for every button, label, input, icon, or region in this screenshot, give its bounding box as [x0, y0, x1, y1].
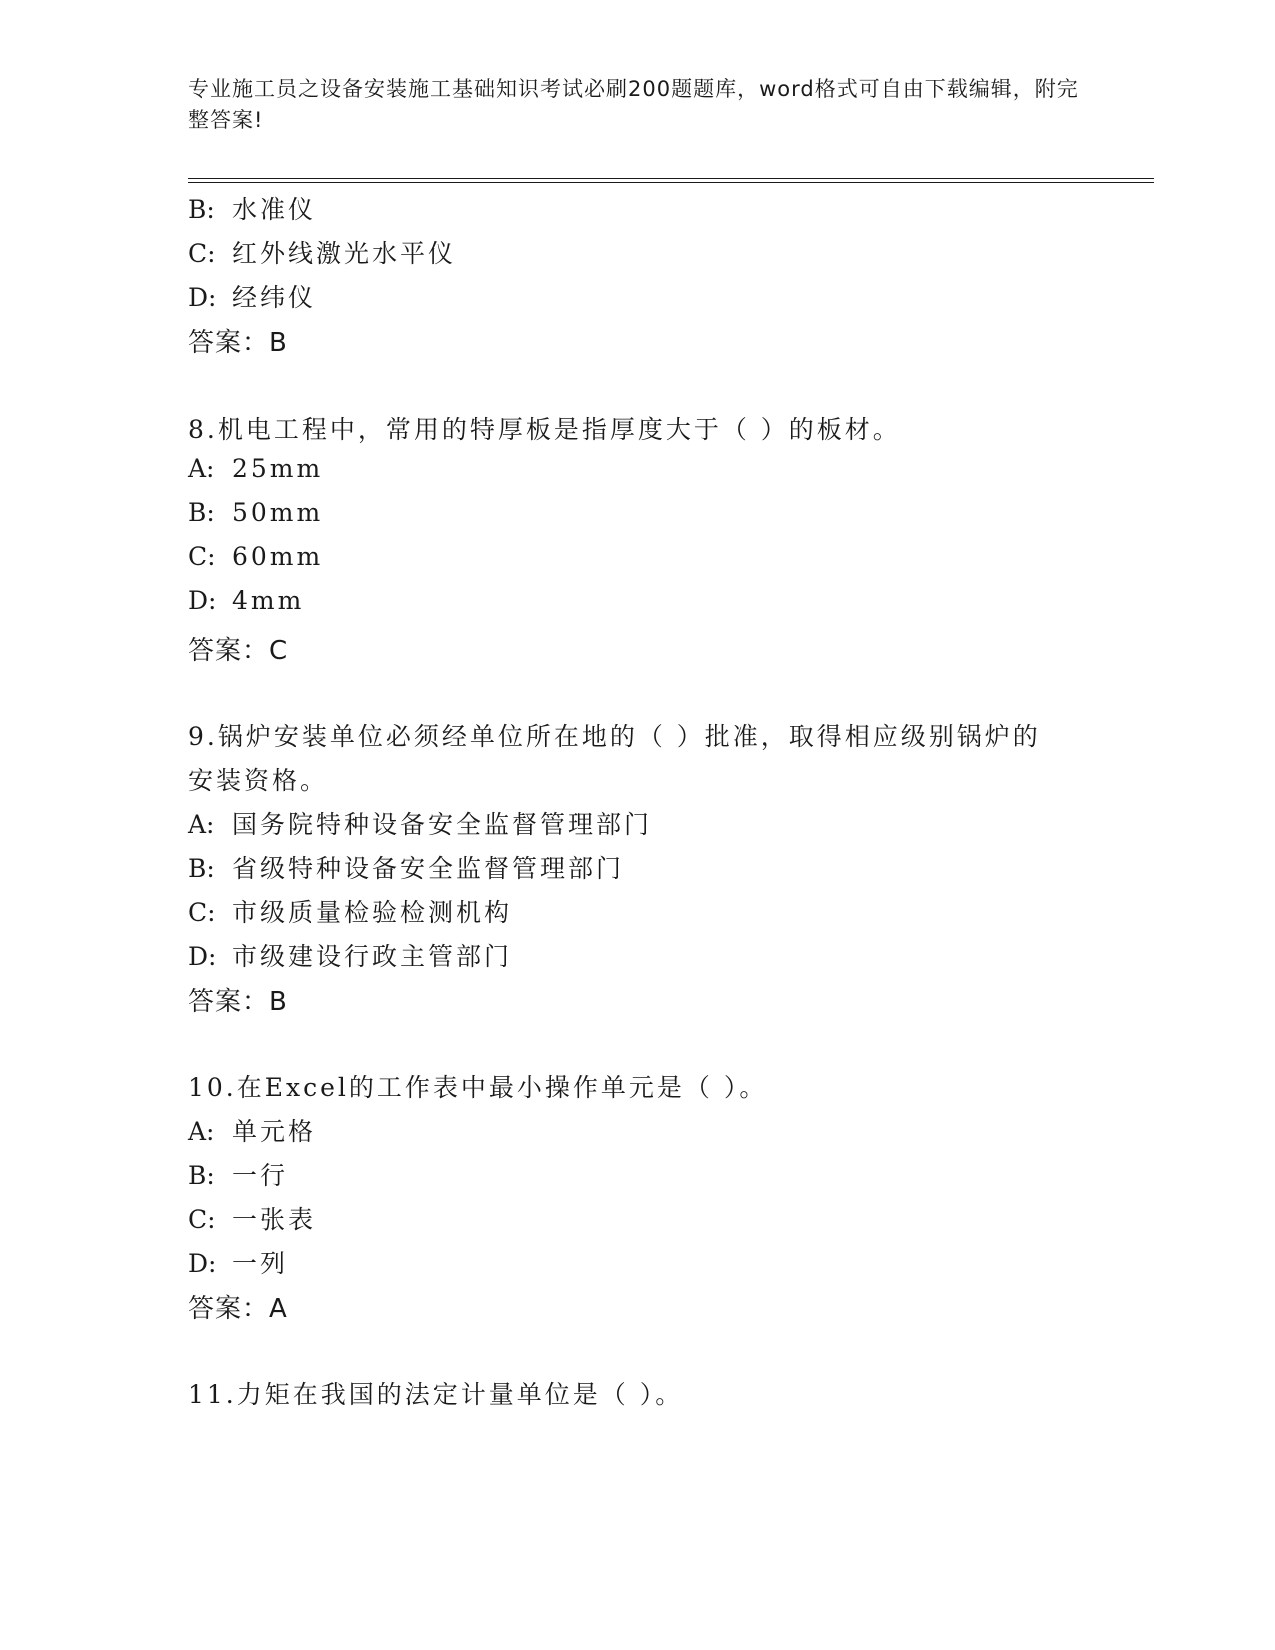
q7-option-d — [188, 278, 316, 314]
option-text: 单元格 — [232, 1117, 317, 1146]
q7-answer: 答案：B — [188, 328, 288, 358]
q9-option-c — [188, 893, 512, 929]
document-header — [188, 74, 1088, 136]
option-text: 市级质量检验检测机构 — [232, 898, 513, 927]
q10-option-b — [188, 1156, 288, 1192]
header-rule-bottom — [188, 182, 1154, 183]
q9-option-b — [188, 849, 624, 885]
option-text: 市级建设行政主管部门 — [232, 942, 513, 971]
q9-option-d — [188, 937, 512, 973]
q8-option-a — [188, 454, 323, 483]
option-letter: B: — [188, 854, 215, 883]
q8-option-c — [188, 542, 323, 571]
option-text: 经纬仪 — [232, 283, 317, 312]
q9-answer: 答案：B — [188, 987, 288, 1017]
header-title: 专业施工员之设备安装施工基础知识考试必刷200题题库，word格式可自由下载编辑，附完整答案! — [188, 77, 1079, 132]
option-text: 一行 — [232, 1161, 289, 1190]
q8-answer: 答案：C — [188, 636, 289, 666]
q7-option-b — [188, 190, 316, 226]
q10-answer: 答案：A — [188, 1294, 288, 1324]
option-text: 4mm — [232, 586, 305, 615]
option-text: 25mm — [232, 454, 324, 483]
q10-option-d — [188, 1244, 288, 1280]
option-text: 水准仪 — [232, 195, 317, 224]
option-letter: B: — [188, 498, 215, 527]
option-text: 60mm — [232, 542, 324, 571]
option-letter: A: — [188, 454, 215, 483]
q11-stem: 11.力矩在我国的法定计量单位是（ ）。 — [188, 1380, 684, 1409]
option-text: 一列 — [232, 1249, 289, 1278]
option-letter: A: — [188, 1117, 215, 1146]
option-text: 省级特种设备安全监督管理部门 — [232, 854, 625, 883]
option-letter: D: — [188, 283, 217, 312]
q9-stem-line2: 安装资格。 — [188, 766, 329, 795]
option-letter: A: — [188, 810, 215, 839]
option-text: 国务院特种设备安全监督管理部门 — [232, 810, 653, 839]
option-letter: B: — [188, 1161, 215, 1190]
q10-option-a — [188, 1112, 316, 1148]
q8-option-d — [188, 586, 304, 615]
option-text: 红外线激光水平仪 — [232, 239, 457, 268]
q9-option-a — [188, 805, 652, 841]
option-letter: C: — [188, 239, 216, 268]
q10-stem: 10.在Excel的工作表中最小操作单元是（ ）。 — [188, 1073, 768, 1102]
option-letter: C: — [188, 542, 216, 571]
option-text: 一张表 — [232, 1205, 317, 1234]
option-text: 50mm — [232, 498, 324, 527]
q8-stem: 8.机电工程中，常用的特厚板是指厚度大于（ ）的板材。 — [188, 415, 901, 444]
option-letter: D: — [188, 586, 217, 615]
q10-option-c — [188, 1200, 316, 1236]
option-letter: C: — [188, 898, 216, 927]
q9-stem-line1: 9.锅炉安装单位必须经单位所在地的（ ）批准，取得相应级别锅炉的 — [188, 722, 1041, 751]
option-letter: C: — [188, 1205, 216, 1234]
option-letter: D: — [188, 942, 217, 971]
option-letter: B: — [188, 195, 215, 224]
option-letter: D: — [188, 1249, 217, 1278]
q8-option-b — [188, 498, 323, 527]
q7-option-c — [188, 234, 456, 270]
header-rule-top — [188, 178, 1154, 179]
